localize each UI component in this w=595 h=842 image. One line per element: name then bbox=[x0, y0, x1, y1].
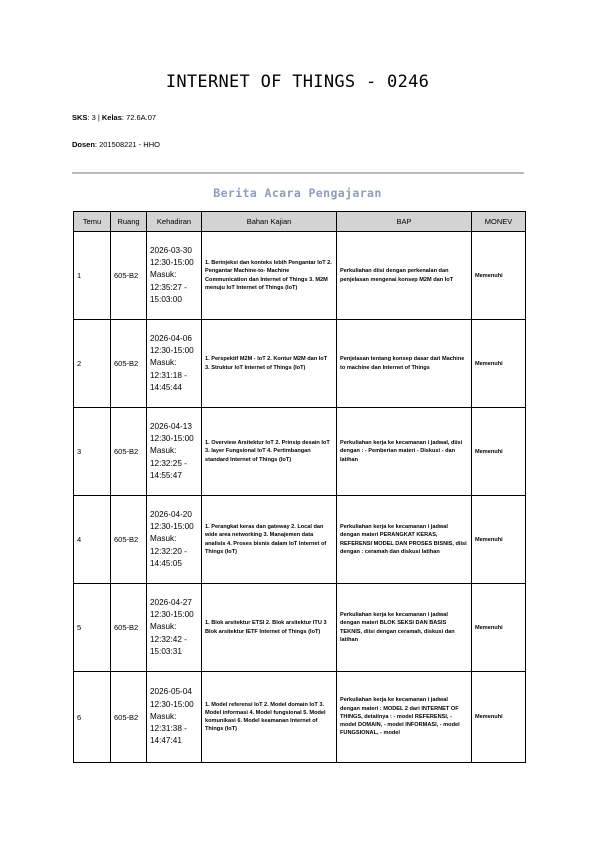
cell-bap: Perkuliahan kerja ke kecamanan i jadwal dengan materi : MODEL 2 dari INTERNET OF THINGS, detailnya : - model REFERENSI, - model DOMAIN, - model INFORMASI, - model FUNGSIONAL, - model bbox=[337, 672, 472, 763]
section-subtitle: Berita Acara Pengajaran bbox=[213, 186, 382, 200]
lecturer-meta bbox=[72, 140, 160, 149]
cell-temu: 4 bbox=[74, 496, 111, 584]
cell-bap: Perkuliahan diisi dengan perkenalan dan penjelasan mengenai konsep M2M dan IoT bbox=[337, 232, 472, 320]
column-header-bahan-kajian: Bahan Kajian bbox=[202, 212, 337, 232]
kelas-value: : 72.6A.07 bbox=[121, 113, 157, 122]
table-header-row bbox=[74, 212, 526, 232]
divider bbox=[72, 172, 524, 174]
cell-kehadiran: 2026-03-30 12:30-15:00 Masuk: 12:35:27 - 15:03:00 bbox=[147, 232, 202, 320]
cell-ruang: 605-B2 bbox=[111, 320, 147, 408]
cell-temu: 1 bbox=[74, 232, 111, 320]
cell-monev: Memenuhi bbox=[472, 320, 526, 408]
table-row bbox=[74, 672, 526, 763]
cell-bahan-kajian: 1. Perspektif M2M - IoT 2. Kontur M2M dan IoT 3. Struktur IoT Internet of Things (IoT) bbox=[202, 320, 337, 408]
cell-monev: Memenuhi bbox=[472, 584, 526, 672]
table-row bbox=[74, 496, 526, 584]
cell-temu: 3 bbox=[74, 408, 111, 496]
cell-ruang: 605-B2 bbox=[111, 408, 147, 496]
cell-temu: 2 bbox=[74, 320, 111, 408]
sks-label: SKS bbox=[72, 113, 88, 122]
cell-monev: Memenuhi bbox=[472, 232, 526, 320]
cell-kehadiran: 2026-04-13 12:30-15:00 Masuk: 12:32:25 - 14:55:47 bbox=[147, 408, 202, 496]
table-row bbox=[74, 584, 526, 672]
page-title: INTERNET OF THINGS - 0246 bbox=[165, 72, 430, 92]
column-header-monev: MONEV bbox=[472, 212, 526, 232]
kelas-label: Kelas bbox=[101, 113, 122, 122]
teaching-report-table bbox=[73, 211, 526, 763]
cell-bap: Perkuliahan kerja ke kecamanan i jadwal, diisi dengan : - Pemberian materi - Diskusi - dan latihan bbox=[337, 408, 472, 496]
cell-ruang: 605-B2 bbox=[111, 672, 147, 763]
cell-bap: Perkuliahan kerja ke kecamanan i jadwal dengan materi BLOK SEKSI DAN BASIS TEKNIS, diisi dengan ceramah, diskusi dan latihan bbox=[337, 584, 472, 672]
cell-monev: Memenuhi bbox=[472, 408, 526, 496]
course-meta bbox=[72, 113, 156, 122]
cell-bahan-kajian: 1. Berinjeksi dan konteks lebih Pengantar IoT 2. Pengantar Machine-to- Machine Communication dan Internet of Things 3. M2M menuju IoT Internet of Things (IoT) bbox=[202, 232, 337, 320]
cell-kehadiran: 2026-04-20 12:30-15:00 Masuk: 12:32:20 - 14:45:05 bbox=[147, 496, 202, 584]
sks-value: : 3 | bbox=[87, 113, 102, 122]
cell-ruang: 605-B2 bbox=[111, 232, 147, 320]
table-row bbox=[74, 320, 526, 408]
cell-kehadiran: 2026-04-06 12:30-15:00 Masuk: 12:31:18 - 14:45:44 bbox=[147, 320, 202, 408]
cell-ruang: 605-B2 bbox=[111, 584, 147, 672]
cell-bap: Penjelasan tentang konsep dasar dari Machine to machine dan Internet of Things bbox=[337, 320, 472, 408]
cell-kehadiran: 2026-04-27 12:30-15:00 Masuk: 12:32:42 - 15:03:31 bbox=[147, 584, 202, 672]
cell-bap: Perkuliahan kerja ke kecamanan i jadwal dengan materi PERANGKAT KERAS, REFERENSI MODEL DAN PROSES BISNIS, diisi dengan : ceramah dan diskusi latihan bbox=[337, 496, 472, 584]
dosen-value: : 201508221 - HHO bbox=[94, 140, 160, 149]
table-row bbox=[74, 232, 526, 320]
dosen-label: Dosen bbox=[72, 140, 95, 149]
column-header-temu: Temu bbox=[74, 212, 111, 232]
cell-temu: 5 bbox=[74, 584, 111, 672]
column-header-bap: BAP bbox=[337, 212, 472, 232]
column-header-ruang: Ruang bbox=[111, 212, 147, 232]
cell-ruang: 605-B2 bbox=[111, 496, 147, 584]
cell-bahan-kajian: 1. Perangkat keras dan gateway 2. Local dan wide area networking 3. Manajemen data analisis 4. Proses bisnis dalam IoT Internet of Things (IoT) bbox=[202, 496, 337, 584]
cell-temu: 6 bbox=[74, 672, 111, 763]
cell-kehadiran: 2026-05-04 12:30-15:00 Masuk: 12:31:38 - 14:47:41 bbox=[147, 672, 202, 763]
cell-bahan-kajian: 1. Blok arsitektur ETSI 2. Blok arsitektur ITU 3 Blok arsitektur IETF Internet of Things (IoT) bbox=[202, 584, 337, 672]
cell-bahan-kajian: 1. Model referensi IoT 2. Model domain IoT 3. Model informasi 4. Model fungsional 5. Model komunikasi 6. Model keamanan Internet of Things (IoT) bbox=[202, 672, 337, 763]
cell-monev: Memenuhi bbox=[472, 496, 526, 584]
cell-monev: Memenuhi bbox=[472, 672, 526, 763]
cell-bahan-kajian: 1. Overview Arsitektur IoT 2. Prinsip desain IoT 3. layer Fungsional IoT 4. Pertimbangan standard Internet of Things (IoT) bbox=[202, 408, 337, 496]
table-row bbox=[74, 408, 526, 496]
column-header-kehadiran: Kehadiran bbox=[147, 212, 202, 232]
